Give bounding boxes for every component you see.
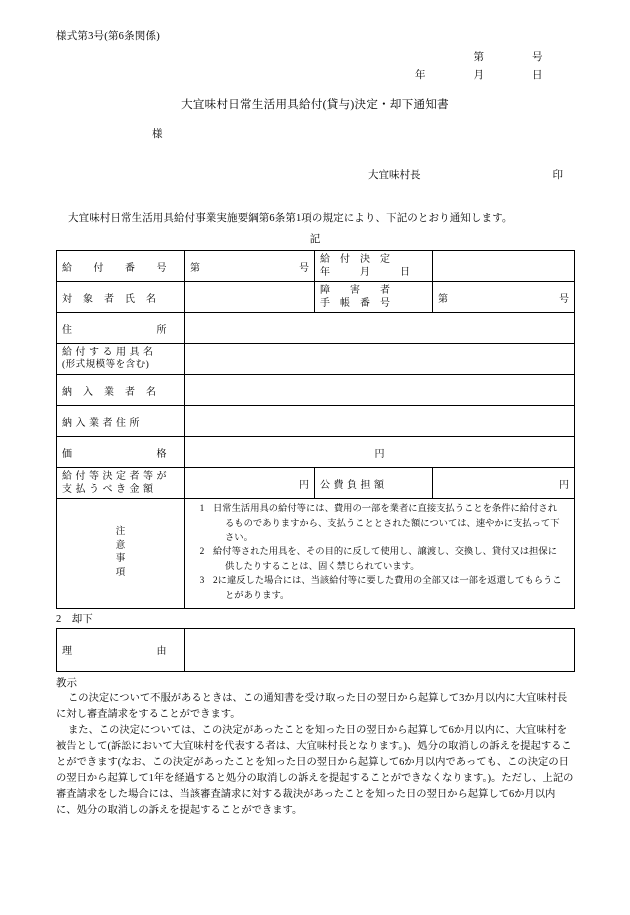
instruction-heading: 教示 [56, 677, 77, 689]
note-text: 日常生活用具の給付等には、費用の一部を業者に直接支払うことを条件に給付され [213, 504, 557, 514]
note-text: 2に違反した場合には、当該給付等に要した費用の全部又は一部を返還してもらうこ [213, 575, 562, 586]
note-text: 給付等された用具を、その目的に反して使用し、譲渡し、交換し、貸付又は担保に [213, 546, 557, 557]
equipment-label-line1: 給 付 す る 用 具 名 [62, 347, 154, 359]
benefit-number-prefix: 第 [190, 262, 200, 274]
address-value[interactable] [185, 313, 575, 344]
seal-mark: 印 [552, 170, 563, 181]
table-row [57, 628, 575, 671]
price-value[interactable] [185, 437, 575, 468]
ki-marker: 記 [309, 234, 321, 245]
target-person-value[interactable] [185, 282, 315, 313]
disability-label-line2: 手 帳 番 号 [320, 298, 390, 309]
decision-label-text: 給 付 決 定 [320, 254, 390, 265]
note-number: 2 [199, 546, 205, 557]
table-row [57, 375, 575, 406]
disability-booklet-value[interactable] [433, 282, 575, 313]
payment-label [57, 468, 185, 499]
note-item [191, 503, 568, 517]
date-day-label: 日 [532, 70, 543, 81]
notes-label: 注 意 事 項 [57, 499, 185, 609]
table-row [57, 468, 575, 499]
issuer-name: 大宜味村長 [368, 170, 421, 181]
table-row [57, 251, 575, 282]
equipment-label [57, 344, 185, 375]
table-row-notes [57, 499, 575, 609]
note-number: 1 [199, 504, 205, 514]
note-text-cont: 供したりすることは、固く禁じられています。 [225, 561, 420, 572]
disability-number-suffix: 号 [559, 293, 569, 305]
payment-value[interactable] [185, 468, 315, 499]
intro-text: 大宜味村日常生活用具給付事業実施要綱第6条第1項の規定により、下記のとおり通知します。 [68, 213, 513, 224]
table-row [57, 313, 575, 344]
number-label: 第 [473, 52, 484, 63]
benefit-number-suffix: 号 [299, 262, 309, 274]
page-title: 大宜味村日常生活用具給付(貸与)決定・却下通知書 [181, 99, 449, 111]
disability-booklet-label [315, 282, 433, 313]
note-number: 3 [199, 575, 205, 586]
decision-date-text: 年 月 日 [320, 267, 410, 278]
table-row [57, 344, 575, 375]
decision-date-value[interactable] [433, 251, 575, 282]
issuer-line [56, 167, 574, 182]
supplier-address-label: 納 入 業 者 住 所 [57, 406, 185, 437]
instruction-paragraph-2: また、この決定については、この決定があったことを知った日の翌日から起算して6か月以内に、大宜味村を被告として(訴訟において大宜味村を代表する者は、大宜味村長となります。)、処分の取消しの訴えを提起することができます(なお、この決定があったことを知った日の翌日から起算して6か月以内であっても、この決定の日の翌日から起算して1年を経過すると処分の取消しの訴えを提起することができなくなります。)。ただし、上記の審査請求をした場合には、当該審査請求に対する裁決があったことを知った日の翌日から起算して6か月以内に、処分の取消しの訴えを提起することができます。 [56, 725, 574, 817]
payment-label-line2: 支 払 う べ き 金 額 [62, 484, 154, 495]
supplier-label: 納 入 業 者 名 [57, 375, 185, 406]
disability-label-line1: 障 害 者 [320, 285, 390, 296]
reason-value[interactable] [185, 628, 575, 671]
form-number: 様式第3号(第6条関係) [56, 31, 160, 42]
number-unit: 号 [532, 52, 543, 63]
public-share-label: 公 費 負 担 額 [315, 468, 433, 499]
reason-label: 理 由 [57, 628, 185, 671]
note-text-cont: るものでありますから、支払うこととされた額については、速やかに支払って下さい。 [225, 518, 560, 543]
table-row [57, 282, 575, 313]
address-label: 住 所 [57, 313, 185, 344]
public-share-value[interactable] [433, 468, 575, 499]
note-text-cont: とがあります。 [225, 590, 290, 601]
header-number-date [56, 49, 574, 82]
date-year-label: 年 [415, 70, 426, 81]
decision-date-label [315, 251, 433, 282]
target-person-label: 対 象 者 氏 名 [57, 282, 185, 313]
equipment-value[interactable] [185, 344, 575, 375]
instruction-paragraph-1: この決定について不服があるときは、この通知書を受け取った日の翌日から起算して3か月以内に大宜味村長に対し審査請求をすることができます。 [56, 692, 568, 720]
price-unit: 円 [374, 448, 385, 460]
supplier-value[interactable] [185, 375, 575, 406]
benefit-number-label: 給 付 番 号 [57, 251, 185, 282]
table-row [57, 406, 575, 437]
header-date-line [56, 67, 574, 82]
public-share-unit: 円 [559, 479, 569, 491]
benefit-number-value[interactable] [185, 251, 315, 282]
note-item [191, 575, 568, 589]
rejection-reason-table [56, 628, 575, 672]
payment-unit: 円 [299, 479, 309, 491]
payment-label-line1: 給 付 等 決 定 者 等 が [62, 471, 167, 482]
header-number-line [56, 49, 574, 64]
equipment-label-line2: (形式規模等を含む) [62, 360, 150, 371]
disability-number-prefix: 第 [438, 293, 448, 305]
addressee-honorific: 様 [152, 129, 163, 140]
date-month-label: 月 [473, 70, 484, 81]
note-item [191, 546, 568, 560]
notes-body [185, 499, 575, 609]
table-row [57, 437, 575, 468]
supplier-address-value[interactable] [185, 406, 575, 437]
price-label: 価 格 [57, 437, 185, 468]
benefit-detail-table [56, 250, 575, 609]
section-heading-rejection: 2 却下 [56, 613, 93, 625]
